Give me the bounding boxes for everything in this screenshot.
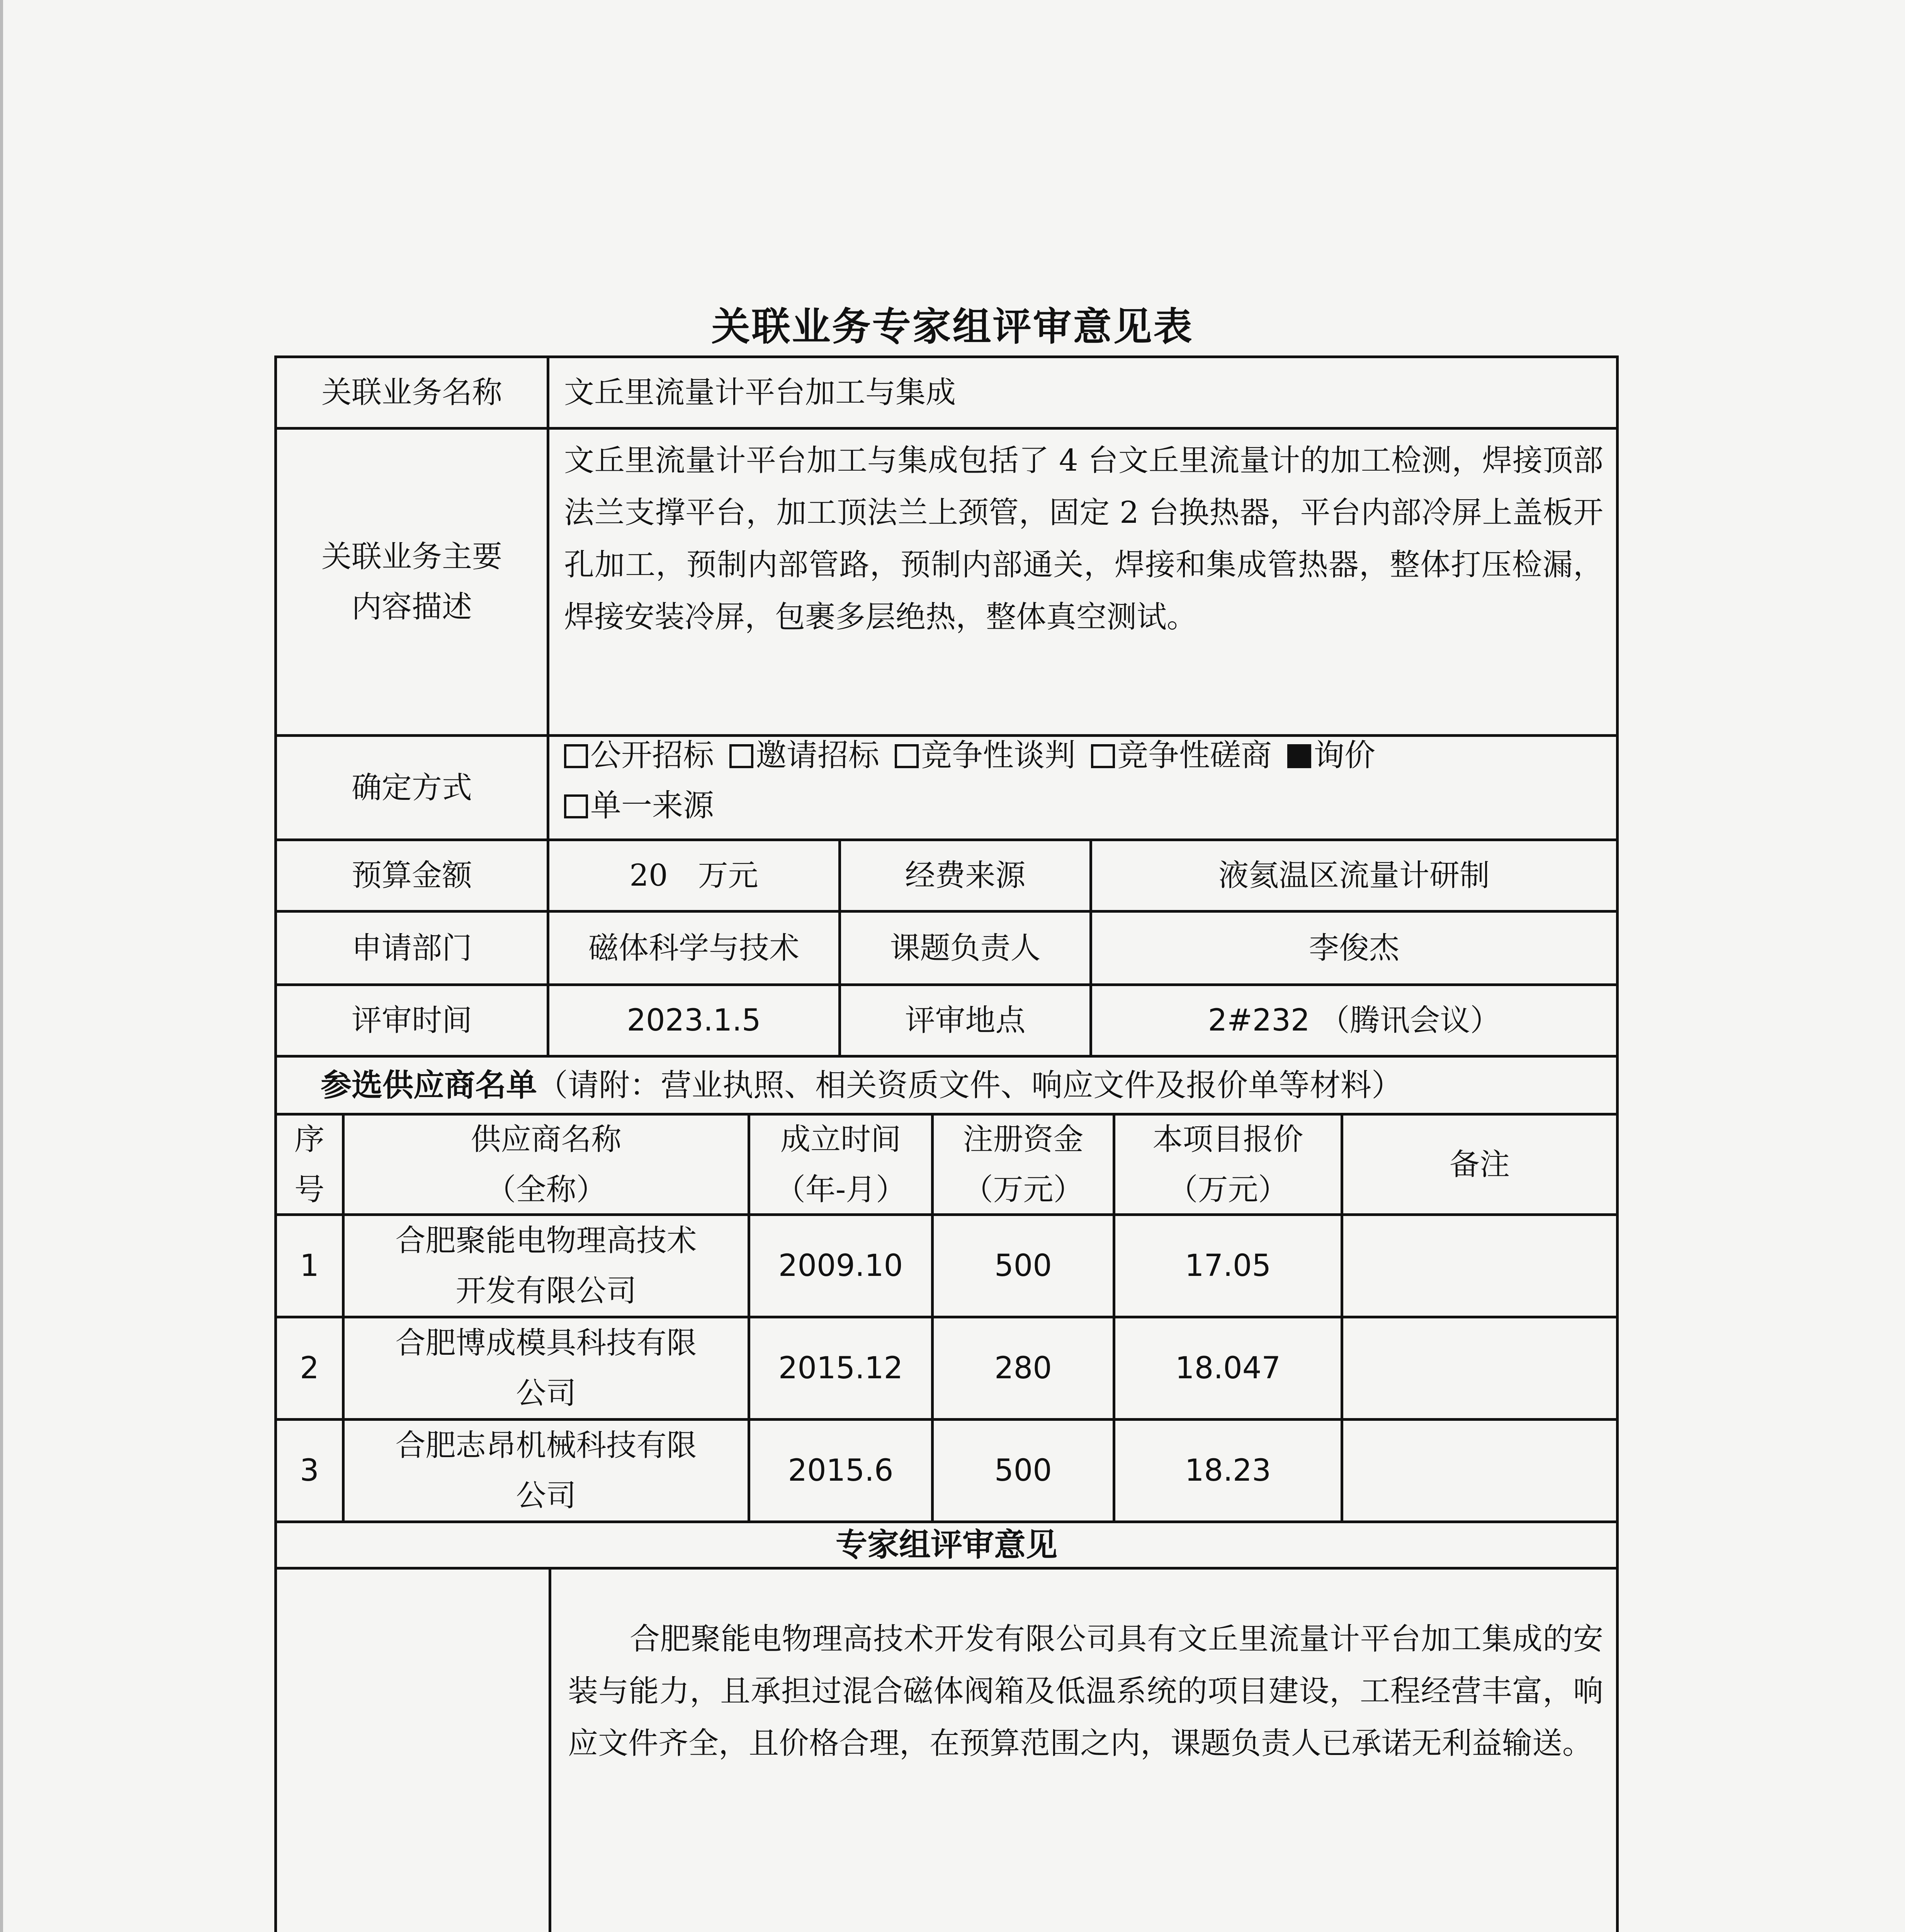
leader-label: 课题负责人	[890, 930, 1041, 966]
supplier-heading-title: 参选供应商名单	[321, 1067, 537, 1103]
description-label-line2: 内容描述	[351, 590, 472, 624]
col-header-remark: 备注	[1449, 1147, 1510, 1182]
table-row-2-capital: 280	[994, 1351, 1052, 1386]
method-options	[564, 730, 1607, 831]
funding-source-label: 经费来源	[905, 858, 1026, 893]
table-row-1-no: 1	[300, 1248, 319, 1283]
supplier-heading	[321, 1058, 1611, 1113]
col-header-founded: 成立时间 （年-月）	[775, 1122, 906, 1207]
table-row-3-quote: 18.23	[1184, 1453, 1271, 1488]
review-place-value: 2#232 （腾讯会议）	[1208, 1003, 1501, 1038]
checkbox-icon	[1091, 744, 1115, 768]
table-row-2-quote: 18.047	[1175, 1351, 1281, 1386]
method-option-invited-tender[interactable]: 邀请招标	[729, 730, 879, 781]
checkbox-icon	[564, 744, 588, 768]
checkbox-icon	[729, 744, 753, 768]
review-time-value: 2023.1.5	[627, 1003, 761, 1038]
col-header-quote: 本项目报价 （万元）	[1152, 1122, 1303, 1207]
table-row-2-no: 2	[300, 1351, 319, 1386]
table-row-1-remark	[1343, 1216, 1616, 1316]
method-option-public-tender[interactable]: 公开招标	[564, 730, 714, 781]
description-text: 文丘里流量计平台加工与集成包括了 4 台文丘里流量计的加工检测，焊接顶部法兰支撑平台，加工顶法兰上颈管，固定 2 台换热器，平台内部冷屏上盖板开孔加工，预制内部管路，预制内部通关，焊接和集成管热器，整体打压检漏，焊接安装冷屏，包裹多层绝热，整体真空测试。	[564, 443, 1603, 634]
business-name-label: 关联业务名称	[321, 375, 502, 410]
method-option-inquiry[interactable]: 询价	[1287, 730, 1375, 781]
method-option-single-source[interactable]: 单一来源	[564, 781, 714, 831]
checkbox-icon	[564, 794, 588, 818]
form-title: 关联业务专家组评审意见表	[711, 304, 1194, 349]
table-row-3-name: 合肥志昂机械科技有限 公司	[395, 1428, 697, 1513]
col-header-capital: 注册资金 （万元）	[963, 1122, 1084, 1207]
opinion-text: 合肥聚能电物理高技术开发有限公司具有文丘里流量计平台加工集成的安装与能力，且承担过混合磁体阀箱及低温系统的项目建设，工程经营丰富，响应文件齐全，且价格合理，在预算范围之内，课题负责人已承诺无利益输送。	[568, 1622, 1603, 1761]
opinion-label	[277, 1570, 549, 1932]
table-row-3-remark	[1343, 1421, 1616, 1520]
funding-source-value: 液氦温区流量计研制	[1218, 858, 1490, 893]
table-row-3-capital: 500	[994, 1453, 1052, 1488]
supplier-heading-note: （请附：营业执照、相关资质文件、响应文件及报价单等材料）	[537, 1067, 1402, 1103]
table-row-2-name: 合肥博成模具科技有限 公司	[395, 1326, 697, 1411]
table-row-3-no: 3	[300, 1453, 319, 1488]
review-place-label: 评审地点	[905, 1003, 1026, 1038]
description-label	[277, 430, 547, 734]
budget-value: 20 万元	[629, 858, 758, 893]
business-name-value: 文丘里流量计平台加工与集成	[564, 375, 956, 410]
checkbox-icon	[895, 744, 919, 768]
method-option-competitive-negotiation[interactable]: 竞争性谈判	[895, 730, 1076, 781]
table-row-1-quote: 17.05	[1184, 1248, 1271, 1283]
table-row-1-founded: 2009.10	[778, 1248, 903, 1283]
method-option-competitive-consultation[interactable]: 竞争性磋商	[1091, 730, 1272, 781]
checked-checkbox-icon	[1287, 744, 1311, 768]
table-row-2-remark	[1343, 1318, 1616, 1418]
dept-label: 申请部门	[351, 930, 472, 966]
col-header-no: 序 号	[294, 1122, 325, 1207]
table-row-3-founded: 2015.6	[788, 1453, 894, 1488]
col-header-name: 供应商名称 （全称）	[471, 1122, 622, 1207]
budget-label: 预算金额	[351, 858, 472, 893]
table-row-1-capital: 500	[994, 1248, 1052, 1283]
description-label-line1: 关联业务主要	[321, 539, 502, 574]
opinion-heading: 专家组评审意见	[835, 1526, 1057, 1563]
leader-value: 李俊杰	[1309, 930, 1399, 966]
dept-value: 磁体科学与技术	[588, 930, 799, 966]
review-time-label: 评审时间	[351, 1003, 472, 1038]
table-row-2-founded: 2015.12	[778, 1351, 903, 1386]
method-label: 确定方式	[351, 770, 472, 805]
table-row-1-name: 合肥聚能电物理高技术 开发有限公司	[395, 1223, 697, 1308]
